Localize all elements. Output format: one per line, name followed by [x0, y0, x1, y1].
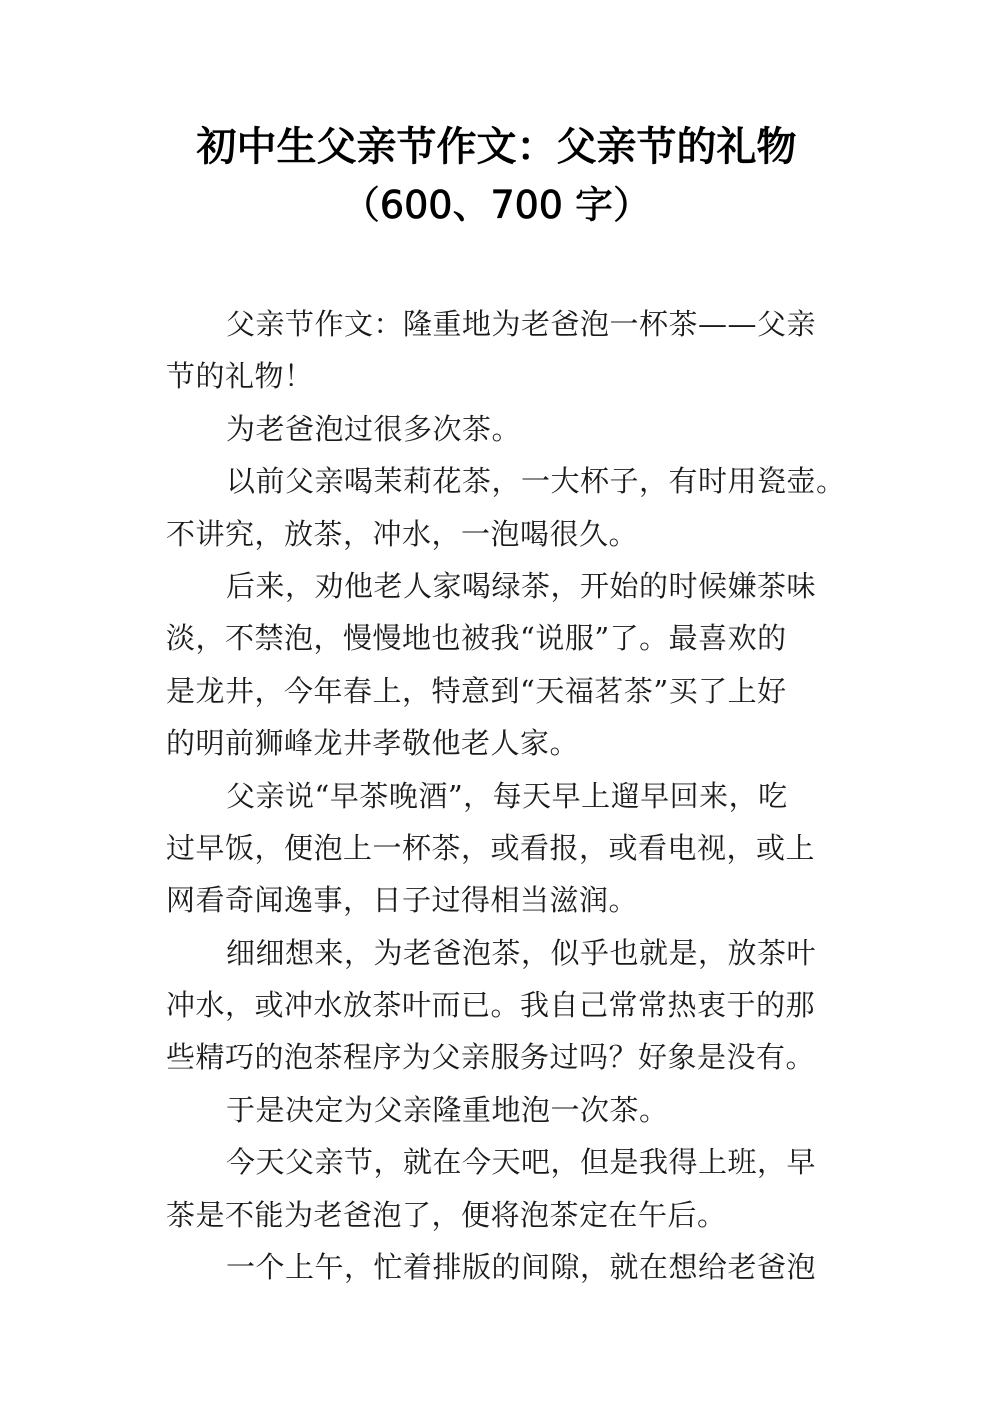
text-line: 不讲究，放茶，冲水，一泡喝很久。 [166, 516, 639, 551]
document-title [0, 118, 993, 234]
text-line: 冲水，或冲水放茶叶而已。我自己常常热衷于的那 [166, 988, 816, 1023]
paragraph [166, 560, 846, 770]
title-line-subtitle: （600、700 字） [341, 183, 652, 227]
text-line: 网看奇闻逸事，日子过得相当滋润。 [166, 883, 639, 918]
text-line: 为老爸泡过很多次茶。 [226, 411, 522, 446]
paragraph [166, 770, 846, 927]
text-line: 一个上午，忙着排版的间隙，就在想给老爸泡 [226, 1250, 817, 1285]
paragraph [166, 1241, 846, 1293]
text-line: 些精巧的泡茶程序为父亲服务过吗？好象是没有。 [166, 1040, 816, 1075]
paragraph [166, 927, 846, 1084]
paragraph [166, 298, 846, 403]
text-line: 于是决定为父亲隆重地泡一次茶。 [226, 1092, 669, 1127]
paragraph [166, 1136, 846, 1241]
paragraph [166, 1084, 846, 1136]
text-line: 节的礼物！ [166, 359, 314, 394]
text-line: 今天父亲节，就在今天吧，但是我得上班，早 [226, 1145, 817, 1180]
text-line: 以前父亲喝茉莉花茶，一大杯子，有时用瓷壶。 [226, 464, 846, 499]
text-line: 淡，不禁泡，慢慢地也被我“说服”了。最喜欢的 [166, 621, 787, 656]
text-line: 茶是不能为老爸泡了，便将泡茶定在午后。 [166, 1197, 727, 1232]
text-line: 过早饭，便泡上一杯茶，或看报，或看电视，或上 [166, 830, 816, 865]
text-line: 细细想来，为老爸泡茶，似乎也就是，放茶叶 [226, 935, 817, 970]
text-line: 父亲说“早茶晚酒”，每天早上遛早回来，吃 [226, 778, 788, 813]
document-body [166, 298, 846, 1293]
text-line: 后来，劝他老人家喝绿茶，开始的时候嫌茶味 [226, 568, 817, 603]
paragraph [166, 403, 846, 455]
paragraph [166, 455, 846, 560]
text-line: 父亲节作文：隆重地为老爸泡一杯茶——父亲 [226, 307, 817, 341]
text-line: 是龙井，今年春上，特意到“天福茗茶”买了上好 [166, 673, 787, 708]
title-line-main: 初中生父亲节作文：父亲节的礼物 [196, 124, 797, 170]
text-line: 的明前狮峰龙井孝敬他老人家。 [166, 726, 580, 761]
